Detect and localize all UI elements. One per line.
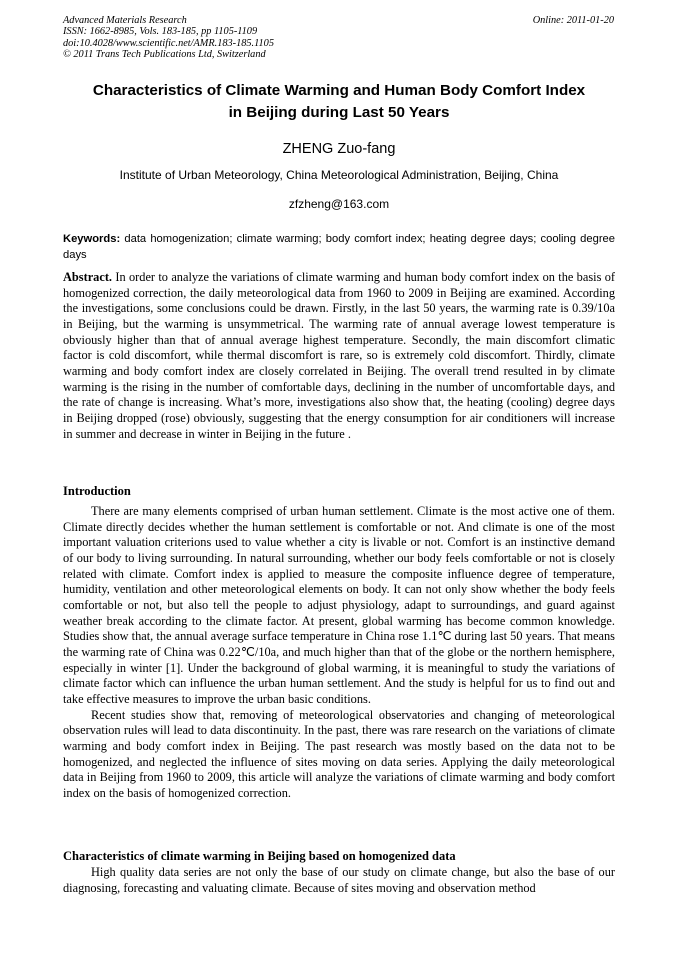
- paper-title: [40, 80, 638, 124]
- affiliation: Institute of Urban Meteorology, China Meteorological Administration, Beijing, China: [119, 168, 559, 182]
- author-name: ZHENG Zuo-fang: [282, 141, 396, 157]
- online-date: Online: 2011-01-20: [532, 15, 614, 26]
- author-email: zfzheng@163.com: [288, 197, 390, 211]
- introduction-heading: Introduction: [63, 484, 131, 498]
- journal-name: Advanced Materials Research: [63, 15, 187, 26]
- keywords-label: Keywords:: [63, 233, 121, 245]
- doi-line: doi:10.4028/www.scientific.net/AMR.183-185.1105: [63, 37, 274, 49]
- abstract: [63, 270, 615, 442]
- copyright-line: © 2011 Trans Tech Publications Ltd, Switzerland: [63, 49, 266, 61]
- keywords: [63, 232, 615, 263]
- section-2-paragraph-1: High quality data series are not only the base of our study on climate change, but also the base of our diagnosing, forecasting and valuating climate. Because of sites moving and observation method: [63, 865, 615, 895]
- introduction-paragraph-1: There are many elements comprised of urban human settlement. Climate is the most active one of them. Climate directly decides whether the human settlement is comfortable or not. And climate is one of the most important valuation criterions used to value whether a city is livable or not. Comfort is an instinctive demand of our body to living surrounding. In natural surrounding, whether our body feels comfortable or not is closely related with climate. Comfort index is applied to measure the composite influence degree of temperature, humidity, ventilation and other meteorological elements on body. It can not only show whether the body feels comfortable or not, but also tell the people to adjust physiology, adapt to surroundings, and guard against weather break according to the climate factor. At present, global warming has become common knowledge. Studies show that, the annual average surface temperature in China rose 1.1℃ during last 50 years. That means the warming rate of China was 0.22℃/10a, and much higher than that of the globe or the northern hemisphere, especially in winter [1]. Under the background of global warming, it is meaningful to study the variations of climate factor which can influence the urban human settlement. And the study is helpful for us to find out and take effective measures to improve the urban basic conditions.: [63, 504, 615, 706]
- title-line-1: Characteristics of Climate Warming and Human Body Comfort Index: [92, 82, 586, 99]
- issn-line: ISSN: 1662-8985, Vols. 183-185, pp 1105-1109: [63, 26, 258, 38]
- section-2-heading: Characteristics of climate warming in Beijing based on homogenized data: [63, 849, 456, 863]
- keywords-text: data homogenization; climate warming; body comfort index; heating degree days; cooling degree days: [63, 233, 615, 261]
- journal-meta: [63, 15, 274, 61]
- title-line-2: in Beijing during Last 50 Years: [228, 104, 450, 121]
- abstract-text: In order to analyze the variations of climate warming and human body comfort index on the basis of homogenized correction, the daily meteorological data from 1960 to 2009 in Beijing are examined. According the investigations, some conclusions could be drawn. Firstly, in the last 50 years, the warming rate is 0.39/10a in Beijing, but the warming is unsymmetrical. The warming rate of annual average lowest temperature is obviously higher than that of annual average highest temperature. Secondly, the main discomfort climatic factor is cold discomfort, while thermal discomfort is rare, so is extremely cold discomfort. Thirdly, climate warming and body comfort index are closely correlated in Beijing. The overall trend resulted in by climate warming is the rising in the number of comfortable days, declining in the number of uncomfortable days, and the rate of change is increasing. What’s more, investigations also show that, the heating (cooling) degree days in Beijing dropped (rose) obviously, suggesting that the energy consumption for air conditioners will increase in summer and decrease in winter in Beijing in the future .: [63, 270, 615, 441]
- introduction-paragraph-2: Recent studies show that, removing of meteorological observatories and changing of meteorological observation rules will lead to data discontinuity. In the past, there was rare research on the variations of climate warming and body comfort index in Beijing. The past research was mostly based on the data not to be homogenized, and neglected the influence of sites moving on data series. Applying the daily meteorological data in Beijing from 1960 to 2009, this article will analyze the variations of climate warming and body comfort index on the basis of homogenized correction.: [63, 707, 615, 800]
- introduction-body: [63, 504, 615, 801]
- abstract-label: Abstract.: [63, 270, 113, 284]
- section-2-body: [63, 865, 615, 896]
